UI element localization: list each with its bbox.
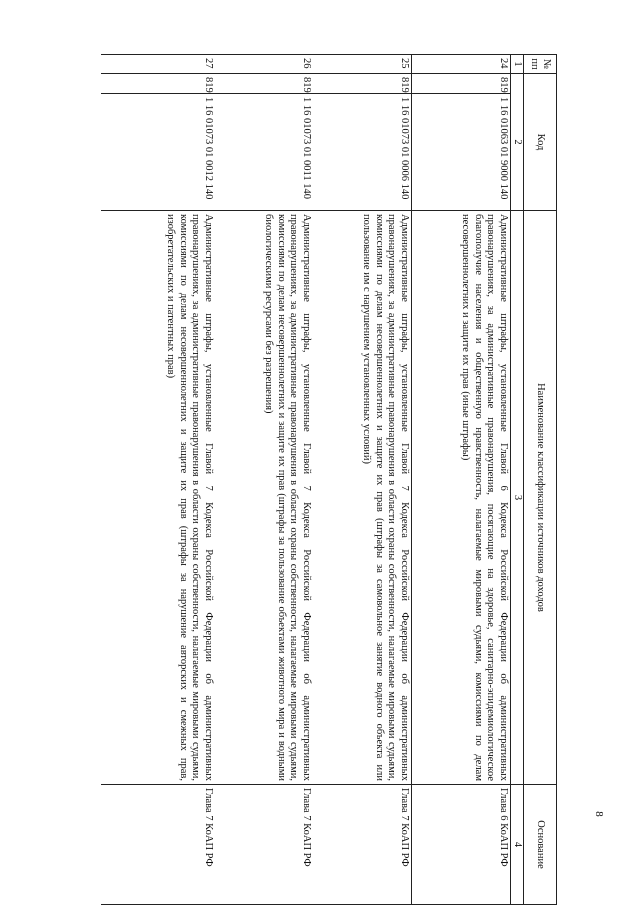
row-basis: Глава 7 КоАП РФ	[101, 785, 215, 905]
table-row	[215, 55, 313, 905]
column-number: 3	[510, 211, 523, 785]
column-number: 1	[510, 55, 523, 74]
row-admin-code: 819	[313, 74, 412, 94]
header-basis: Основание	[524, 785, 557, 905]
income-classification-table	[101, 54, 557, 905]
header-code: Код	[524, 74, 557, 211]
row-admin-code: 819	[411, 74, 510, 94]
row-num: 25	[313, 55, 412, 74]
table-row	[411, 55, 510, 905]
column-number: 4	[510, 785, 523, 905]
row-basis: Глава 6 КоАП РФ	[411, 785, 510, 905]
row-code: 1 16 01073 01 0011 140	[215, 94, 313, 211]
row-description: Административные штрафы, установленные Главой 7 Кодекса Российской Федерации об административных правонарушениях, за административные правонарушения в области охраны собственности, налагаемые мировыми судьями, комиссиями по делам несовершеннолетних и защите их прав (штрафы за самовольное занятие водного объекта или пользование им с нарушением установленных условий)	[313, 211, 412, 785]
table-header-row	[524, 55, 557, 905]
row-code: 1 16 01063 01 9000 140	[411, 94, 510, 211]
header-name: Наименование классификации источников доходов	[524, 211, 557, 785]
row-basis: Глава 7 КоАП РФ	[313, 785, 412, 905]
document-table-rotated	[97, 54, 557, 904]
row-description: Административные штрафы, установленные Главой 7 Кодекса Российской Федерации об административных правонарушениях, за административные правонарушения в области охраны собственности, налагаемые мировыми судьями, комиссиями по делам несовершеннолетних и защите их прав (штрафы за нарушение авторских и смежных прав, изобретательских и патентных прав)	[101, 211, 215, 785]
table-row	[313, 55, 412, 905]
column-number: 2	[510, 74, 523, 211]
row-description: Административные штрафы, установленные Главой 7 Кодекса Российской Федерации об административных правонарушениях, за административные правонарушения в области охраны собственности, налагаемые мировыми судьями, комиссиями по делам несовершеннолетних и защите их прав (штрафы за пользование объектами животного мира и водными биологическими ресурсами без разрешения)	[215, 211, 313, 785]
table-row	[101, 55, 215, 905]
page-number: 8	[592, 811, 605, 817]
column-numbers-row	[510, 55, 523, 905]
row-admin-code: 819	[101, 74, 215, 94]
row-num: 24	[411, 55, 510, 74]
row-code: 1 16 01073 01 0012 140	[101, 94, 215, 211]
row-admin-code: 819	[215, 74, 313, 94]
row-basis: Глава 7 КоАП РФ	[215, 785, 313, 905]
header-num: № пп	[524, 55, 557, 74]
row-num: 27	[101, 55, 215, 74]
row-description: Административные штрафы, установленные Главой 6 Кодекса Российской Федерации об административных правонарушениях, за административные правонарушения, посягающие на здоровье, санитарно-эпидемиологическое благополучие населения и общественную нравственность, налагаемые мировыми судьями, комиссиями по делам несовершеннолетних и защите их прав (иные штрафы)	[411, 211, 510, 785]
row-code: 1 16 01073 01 0006 140	[313, 94, 412, 211]
row-num: 26	[215, 55, 313, 74]
